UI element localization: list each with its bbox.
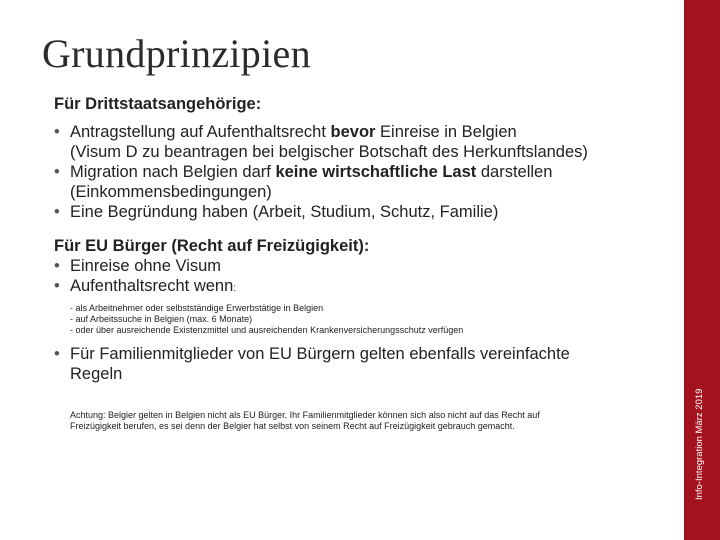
bullet-item: • Aufenthaltsrecht wenn: xyxy=(54,276,658,299)
bullet-item: • Einreise ohne Visum xyxy=(54,256,658,276)
sub-list xyxy=(70,303,658,336)
sub-item: - oder über ausreichende Existenzmittel und ausreichenden Krankenversicherungsschutz verfügen xyxy=(70,325,464,335)
bullet-item: • Antragstellung auf Aufenthaltsrecht bevor Einreise in Belgien (Visum D zu beantragen bei belgischer Botschaft des Herkunftslandes) xyxy=(54,122,658,162)
side-bar-inner xyxy=(668,0,684,540)
bullet-list-family xyxy=(54,344,658,384)
slide-title: Grundprinzipien xyxy=(42,31,311,76)
bullet-list-third-country xyxy=(54,122,658,222)
bullet-item: • Eine Begründung haben (Arbeit, Studium, Schutz, Familie) xyxy=(54,202,658,222)
side-label: Info-Integration März 2019 xyxy=(694,388,705,500)
bullet-item: • Für Familienmitglieder von EU Bürgern gelten ebenfalls vereinfachte Regeln xyxy=(54,344,658,384)
attention-note: Achtung: Belgier gelten in Belgien nicht als EU Bürger. Ihr Familienmitglieder können sich also nicht auf das Recht auf Freizügigkeit berufen, es sei denn der Belgier hat selbst von seinem Recht auf Freizügigkeit gebrauch gemacht. xyxy=(70,410,540,431)
slide-content xyxy=(54,94,658,432)
section-heading-third-country: Für Drittstaatsangehörige: xyxy=(54,95,262,113)
sub-item: - auf Arbeitssuche in Belgien (max. 6 Monate) xyxy=(70,314,253,324)
section-heading-eu-citizens: Für EU Bürger (Recht auf Freizügigkeit): xyxy=(54,237,370,255)
bullet-list-eu-citizens xyxy=(54,256,658,299)
sub-item: - als Arbeitnehmer oder selbstständige Erwerbstätige in Belgien xyxy=(70,303,324,313)
bullet-item: • Migration nach Belgien darf keine wirtschaftliche Last darstellen (Einkommensbedingungen) xyxy=(54,162,658,202)
